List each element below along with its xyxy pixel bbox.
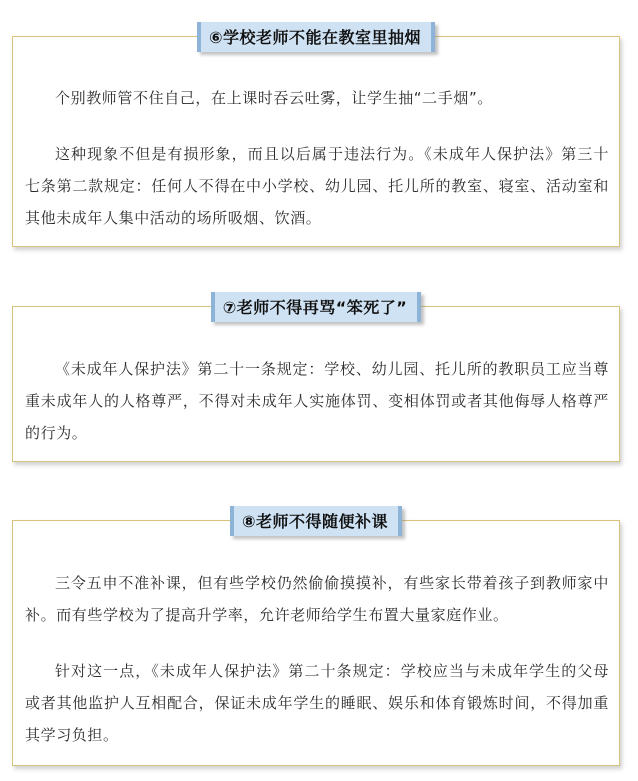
section-8-paragraph-1: 三令五申不准补课，但有些学校仍然偷偷摸摸补，有些家长带着孩子到教师家中补。而有些学校为了提高升学率，允许老师给学生布置大量家庭作业。 — [25, 574, 609, 624]
section-8-box — [12, 512, 620, 766]
section-6-box — [12, 28, 620, 247]
section-7-title: ⑦老师不得再骂“笨死了” — [211, 292, 422, 322]
section-8-content — [13, 567, 619, 751]
section-6-paragraph-2: 这种现象不但是有损形象，而且以后属于违法行为。《未成年人保护法》第三十七条第二款规定：任何人不得在中小学校、幼儿园、托儿所的教室、寝室、活动室和其他未成年人集中活动的场所吸烟、饮酒。 — [25, 145, 609, 227]
section-6-title: ⑥学校老师不能在教室里抽烟 — [197, 22, 435, 52]
section-8-paragraph-2: 针对这一点，《未成年人保护法》第二十条规定：学校应当与未成年学生的父母或者其他监护人互相配合，保证未成年学生的睡眠、娱乐和体育锻炼时间，不得加重其学习负担。 — [25, 662, 609, 744]
section-6-content — [13, 82, 619, 234]
section-6-paragraph-1: 个别教师管不住自己，在上课时吞云吐雾，让学生抽“二手烟”。 — [55, 89, 493, 107]
section-7-paragraph-1: 《未成年人保护法》第二十一条规定：学校、幼儿园、托儿所的教职员工应当尊重未成年人的人格尊严，不得对未成年人实施体罚、变相体罚或者其他侮辱人格尊严的行为。 — [25, 360, 609, 442]
section-8-title: ⑧老师不得随便补课 — [230, 506, 402, 536]
section-7-content — [13, 353, 619, 449]
section-7-box — [12, 298, 620, 462]
